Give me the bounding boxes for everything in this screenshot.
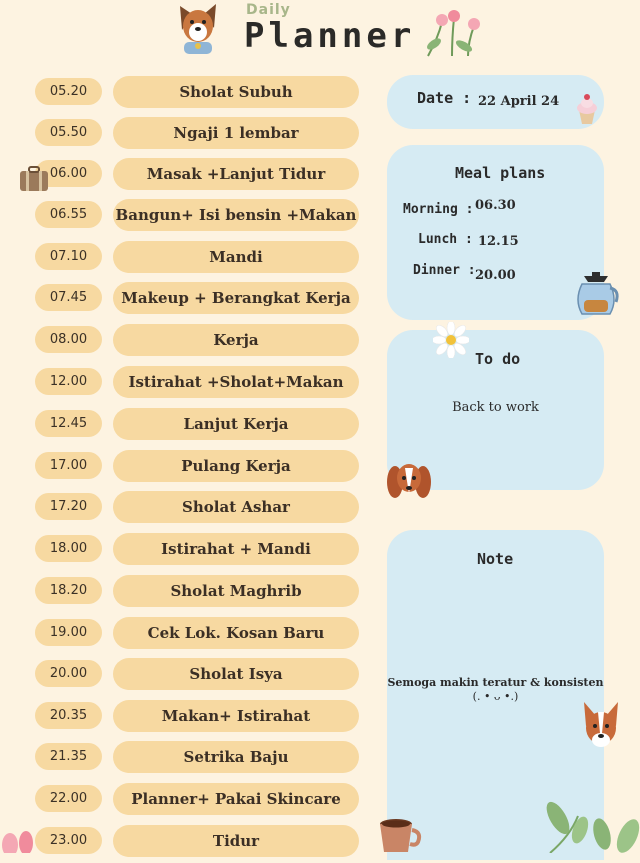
time-pill: 07.45 xyxy=(35,284,102,311)
activity-pill: Istirahat + Mandi xyxy=(113,533,359,565)
schedule-row xyxy=(0,158,370,196)
coffee-cup-icon xyxy=(378,818,422,853)
activity-pill: Pulang Kerja xyxy=(113,450,359,482)
time-pill: 12.00 xyxy=(35,368,102,395)
time-pill: 19.00 xyxy=(35,619,102,646)
pink-flower-icon xyxy=(0,825,40,853)
time-pill: 20.35 xyxy=(35,702,102,729)
lunch-value: 12.15 xyxy=(478,234,519,249)
time-pill: 17.20 xyxy=(35,493,102,520)
note-title: Note xyxy=(477,550,514,568)
date-card xyxy=(387,75,604,129)
schedule-row xyxy=(0,450,370,488)
time-pill: 06.55 xyxy=(35,201,102,228)
meal-title: Meal plans xyxy=(455,164,546,182)
note-line-1: Semoga makin teratur & konsisten xyxy=(387,676,604,689)
schedule-row xyxy=(0,825,370,863)
activity-pill: Lanjut Kerja xyxy=(113,408,359,440)
schedule-row xyxy=(0,700,370,738)
schedule-row xyxy=(0,408,370,446)
activity-pill: Istirahat +Sholat+Makan xyxy=(113,366,359,398)
schedule-row xyxy=(0,199,370,237)
flowers-icon xyxy=(418,8,484,58)
time-pill: 06.00 xyxy=(35,160,102,187)
schedule-row xyxy=(0,658,370,696)
schedule-row xyxy=(0,741,370,779)
activity-pill: Makan+ Istirahat xyxy=(113,700,359,732)
lunch-label: Lunch : xyxy=(418,232,473,247)
schedule-row xyxy=(0,241,370,279)
schedule-row xyxy=(0,76,370,114)
activity-pill: Sholat Ashar xyxy=(113,491,359,523)
dinner-value: 20.00 xyxy=(475,268,516,283)
time-pill: 23.00 xyxy=(35,827,102,854)
activity-pill: Tidur xyxy=(113,825,359,857)
time-pill: 05.50 xyxy=(35,119,102,146)
schedule-row xyxy=(0,282,370,320)
todo-title: To do xyxy=(475,350,521,368)
activity-pill: Makeup + Berangkat Kerja xyxy=(113,282,359,314)
schedule-row xyxy=(0,783,370,821)
dog-icon xyxy=(172,0,224,56)
activity-pill: Ngaji 1 lembar xyxy=(113,117,359,149)
time-pill: 17.00 xyxy=(35,452,102,479)
luggage-icon xyxy=(18,165,50,193)
activity-pill: Cek Lok. Kosan Baru xyxy=(113,617,359,649)
activity-pill: Sholat Maghrib xyxy=(113,575,359,607)
time-pill: 21.35 xyxy=(35,743,102,770)
schedule-row xyxy=(0,491,370,529)
activity-pill: Sholat Subuh xyxy=(113,76,359,108)
activity-pill: Mandi xyxy=(113,241,359,273)
morning-value: 06.30 xyxy=(475,198,516,213)
title-big: Planner xyxy=(244,16,416,56)
time-pill: 07.10 xyxy=(35,243,102,270)
schedule-row xyxy=(0,324,370,362)
cupcake-icon xyxy=(574,92,600,126)
teapot-icon xyxy=(570,270,622,318)
schedule-row xyxy=(0,533,370,571)
time-pill: 22.00 xyxy=(35,785,102,812)
time-pill: 18.20 xyxy=(35,577,102,604)
schedule-row xyxy=(0,575,370,613)
activity-pill: Bangun+ Isi bensin +Makan xyxy=(113,199,359,231)
leaves-icon xyxy=(540,796,640,853)
activity-pill: Masak +Lanjut Tidur xyxy=(113,158,359,190)
schedule-row xyxy=(0,117,370,155)
corgi-icon xyxy=(580,700,622,752)
todo-item: Back to work xyxy=(452,400,539,415)
time-pill: 08.00 xyxy=(35,326,102,353)
morning-label: Morning : xyxy=(403,202,474,217)
time-pill: 20.00 xyxy=(35,660,102,687)
activity-pill: Kerja xyxy=(113,324,359,356)
dinner-label: Dinner : xyxy=(413,263,476,278)
activity-pill: Setrika Baju xyxy=(113,741,359,773)
spaniel-icon xyxy=(386,458,432,506)
schedule-row xyxy=(0,617,370,655)
date-value: 22 April 24 xyxy=(478,94,560,109)
schedule-row xyxy=(0,366,370,404)
time-pill: 05.20 xyxy=(35,78,102,105)
activity-pill: Planner+ Pakai Skincare xyxy=(113,783,359,815)
daisy-icon xyxy=(433,322,469,358)
title-small: Daily xyxy=(246,2,291,18)
time-pill: 12.45 xyxy=(35,410,102,437)
header xyxy=(0,0,640,70)
time-pill: 18.00 xyxy=(35,535,102,562)
activity-pill: Sholat Isya xyxy=(113,658,359,690)
note-line-2: (. • ᴗ •.) xyxy=(472,690,519,703)
date-label: Date : xyxy=(417,89,472,107)
